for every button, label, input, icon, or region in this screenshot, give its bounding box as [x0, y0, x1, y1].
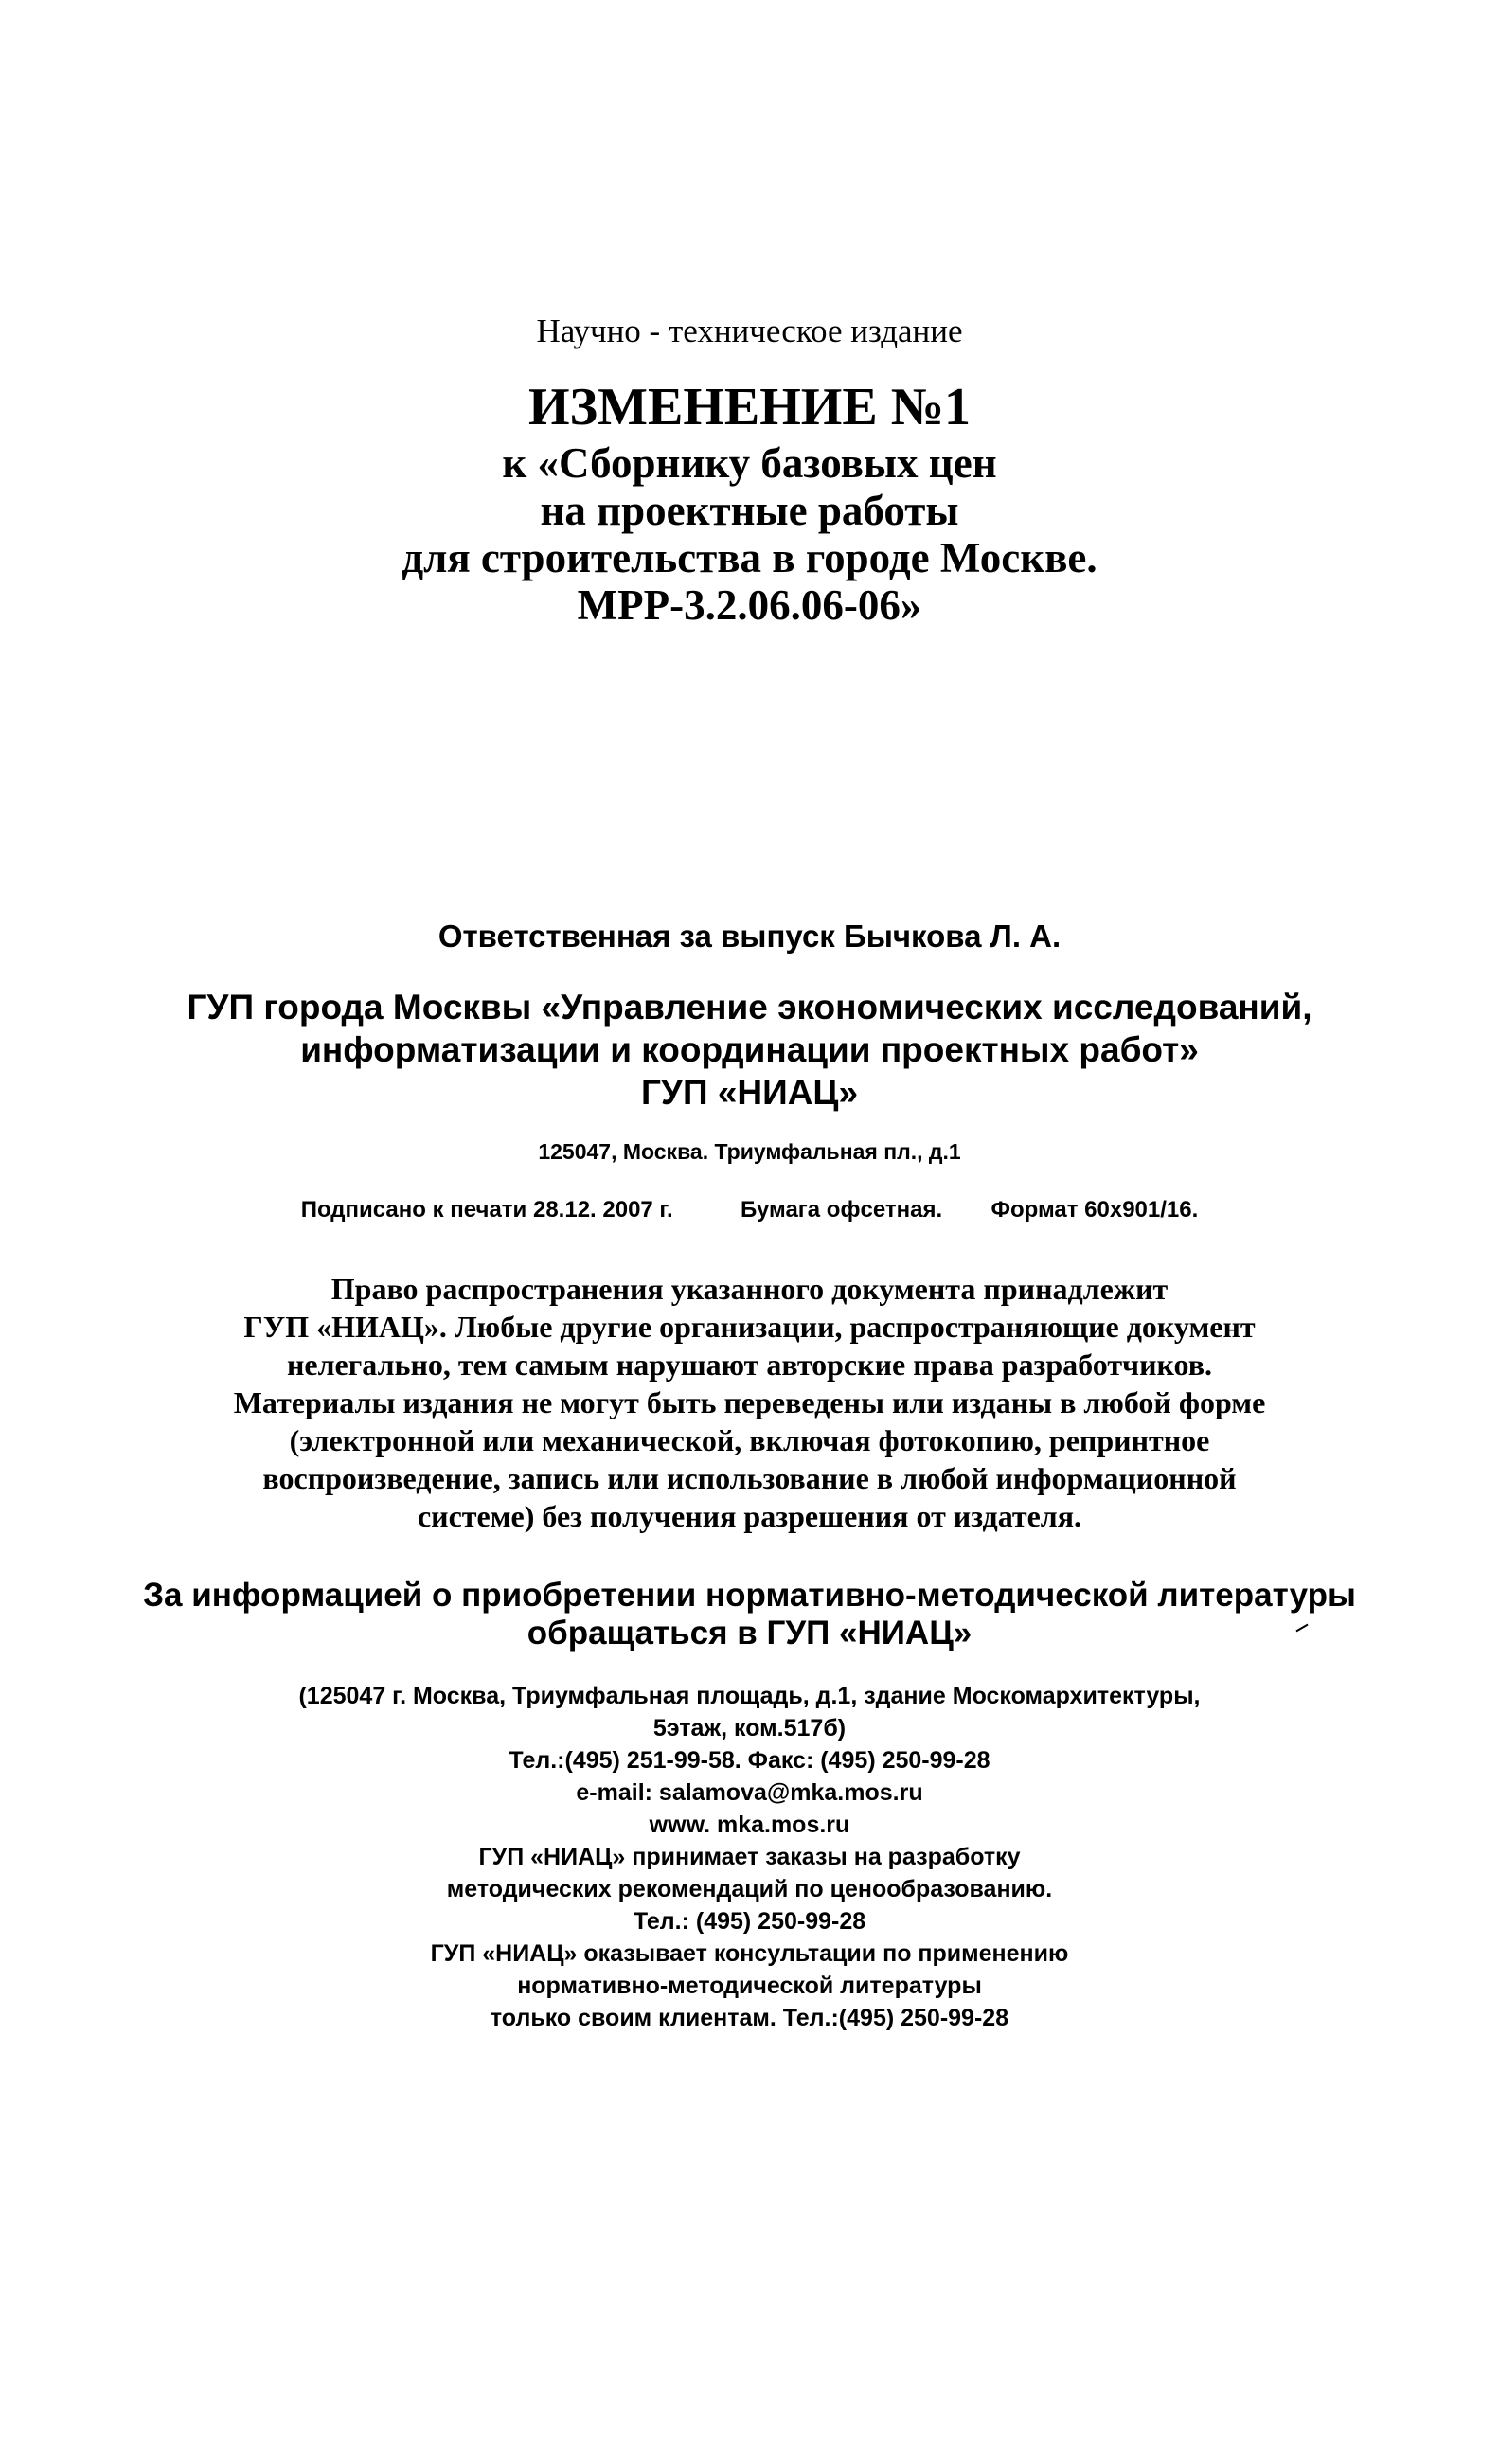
- contact-website: www. mka.mos.ru: [649, 1812, 850, 1838]
- rights-line: системе) без получения разрешения от издателя.: [417, 1499, 1082, 1533]
- title-line: для строительства в городе Москве.: [402, 534, 1097, 581]
- rights-line: Право распространения указанного документа принадлежит: [330, 1272, 1169, 1306]
- print-details: [0, 1197, 1499, 1223]
- paper-type: Бумага офсетная.: [741, 1197, 943, 1223]
- contact-phone: Тел.:(495) 251-99-58. Факс: (495) 250-99-28: [509, 1747, 990, 1774]
- organization-line: информатизации и координации проектных работ»: [300, 1030, 1199, 1069]
- organization-line: ГУП «НИАЦ»: [640, 1073, 859, 1112]
- rights-line: нелегально, тем самым нарушают авторские права разработчиков.: [286, 1348, 1213, 1382]
- rights-line: (электронной или механической, включая фотокопию, репринтное: [289, 1423, 1210, 1457]
- rights-line: воспроизведение, запись или использование в любой информационной: [262, 1461, 1237, 1495]
- contact-line: методических рекомендаций по ценообразованию.: [446, 1876, 1053, 1902]
- responsible-person: Ответственная за выпуск Бычкова Л. А.: [437, 919, 1062, 954]
- title-line: на проектные работы: [540, 487, 959, 534]
- contact-line: нормативно-методической литературы: [517, 1973, 982, 1999]
- contact-line: ГУП «НИАЦ» оказывает консультации по применению: [430, 1940, 1069, 1967]
- rights-line: ГУП «НИАЦ». Любые другие организации, распространяющие документ: [243, 1310, 1256, 1344]
- rights-line: Материалы издания не могут быть переведены или изданы в любой форме: [233, 1385, 1266, 1419]
- contact-line: (125047 г. Москва, Триумфальная площадь, д.1, здание Москомархитектуры,: [298, 1683, 1201, 1709]
- info-line: обращаться в ГУП «НИАЦ»: [526, 1615, 973, 1652]
- organization-line: ГУП города Москвы «Управление экономических исследований,: [187, 988, 1312, 1027]
- title-line: к «Сборнику базовых цен: [502, 439, 997, 487]
- contact-line: только своим клиентам. Тел.:(495) 250-99-28: [490, 2005, 1009, 2031]
- contact-email: e-mail: salamova@mka.mos.ru: [576, 1779, 923, 1806]
- info-line: За информацией о приобретении нормативно-методической литературы: [143, 1577, 1356, 1614]
- document-title: ИЗМЕНЕНИЕ №1: [528, 378, 971, 437]
- paper-format: Формат 60х901/16.: [990, 1197, 1199, 1223]
- publisher-address: 125047, Москва. Триумфальная пл., д.1: [538, 1139, 961, 1164]
- contact-line: 5этаж, ком.517б): [652, 1715, 847, 1741]
- signed-date: Подписано к печати 28.12. 2007 г.: [300, 1197, 673, 1223]
- title-line: МРР-3.2.06.06-06»: [577, 581, 922, 629]
- publication-type: Научно - техническое издание: [536, 312, 963, 349]
- contact-line: ГУП «НИАЦ» принимает заказы на разработку: [478, 1844, 1021, 1870]
- contact-phone: Тел.: (495) 250-99-28: [633, 1908, 866, 1935]
